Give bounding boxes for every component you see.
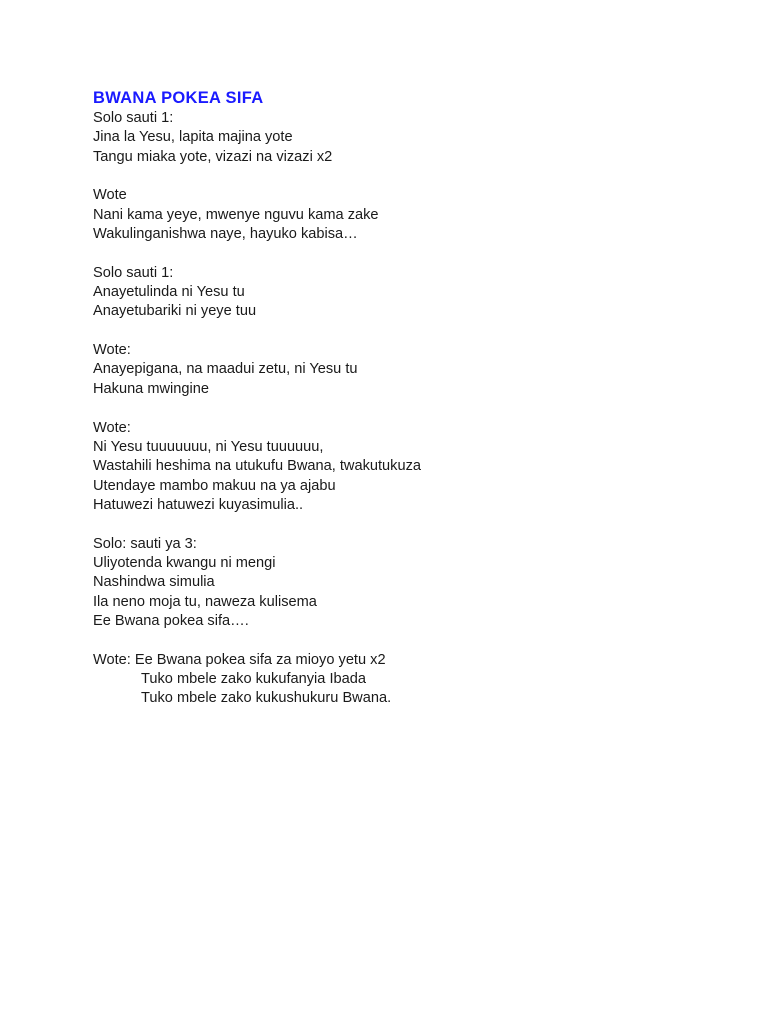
stanza — [93, 109, 421, 167]
lyric-line: Jina la Yesu, lapita majina yote — [93, 129, 293, 146]
blank-line — [93, 399, 421, 418]
blank-line — [93, 631, 421, 650]
lyric-line: Anayetubariki ni yeye tuu — [93, 303, 257, 320]
lyric-line: Anayepigana, na maadui zetu, ni Yesu tu — [93, 361, 358, 378]
blank-line — [93, 515, 421, 534]
lyric-line: Ila neno moja tu, naweza kulisema — [93, 593, 317, 610]
song-title: BWANA POKEA SIFA — [93, 89, 264, 107]
lyric-line: Ee Bwana pokea sifa…. — [93, 612, 249, 629]
blank-line — [93, 167, 421, 186]
lyric-line: Wakulinganishwa naye, hayuko kabisa… — [93, 226, 358, 243]
lyrics-document — [93, 87, 421, 709]
stanza — [93, 535, 421, 632]
lyric-line: Solo sauti 1: — [93, 110, 174, 126]
lyric-line: Uliyotenda kwangu ni mengi — [93, 554, 276, 571]
lyric-line: Nashindwa simulia — [93, 574, 215, 591]
lyric-line: Wote: — [93, 342, 131, 359]
lyric-line: Tangu miaka yote, vizazi na vizazi x2 — [93, 148, 333, 165]
lyric-line: Hatuwezi hatuwezi kuyasimulia.. — [93, 496, 304, 513]
lyric-line: Wote: Ee Bwana pokea sifa za mioyo yetu x2 — [93, 651, 386, 668]
lyric-line: Nani kama yeye, mwenye nguvu kama zake — [93, 206, 379, 223]
stanza — [93, 341, 421, 399]
lyric-line: Ni Yesu tuuuuuuu, ni Yesu tuuuuuu, — [93, 438, 324, 455]
lyric-line: Anayetulinda ni Yesu tu — [93, 284, 245, 301]
lyric-line: Wote — [93, 187, 127, 204]
stanza — [93, 651, 421, 709]
stanza — [93, 264, 421, 322]
lyric-line: Solo: sauti ya 3: — [93, 535, 197, 552]
lyric-line: Wote: — [93, 419, 131, 436]
lyric-line: Tuko mbele zako kukufanyia Ibada — [141, 670, 366, 687]
blank-line — [93, 322, 421, 341]
lyric-line: Utendaye mambo makuu na ya ajabu — [93, 477, 336, 494]
blank-line — [93, 244, 421, 263]
stanza — [93, 186, 421, 244]
lyric-line: Hakuna mwingine — [93, 380, 210, 397]
stanza — [93, 419, 421, 516]
lyric-line: Tuko mbele zako kukushukuru Bwana. — [141, 690, 392, 707]
lyric-line: Solo sauti 1: — [93, 264, 174, 281]
lyric-line: Wastahili heshima na utukufu Bwana, twakutukuza — [93, 458, 421, 475]
